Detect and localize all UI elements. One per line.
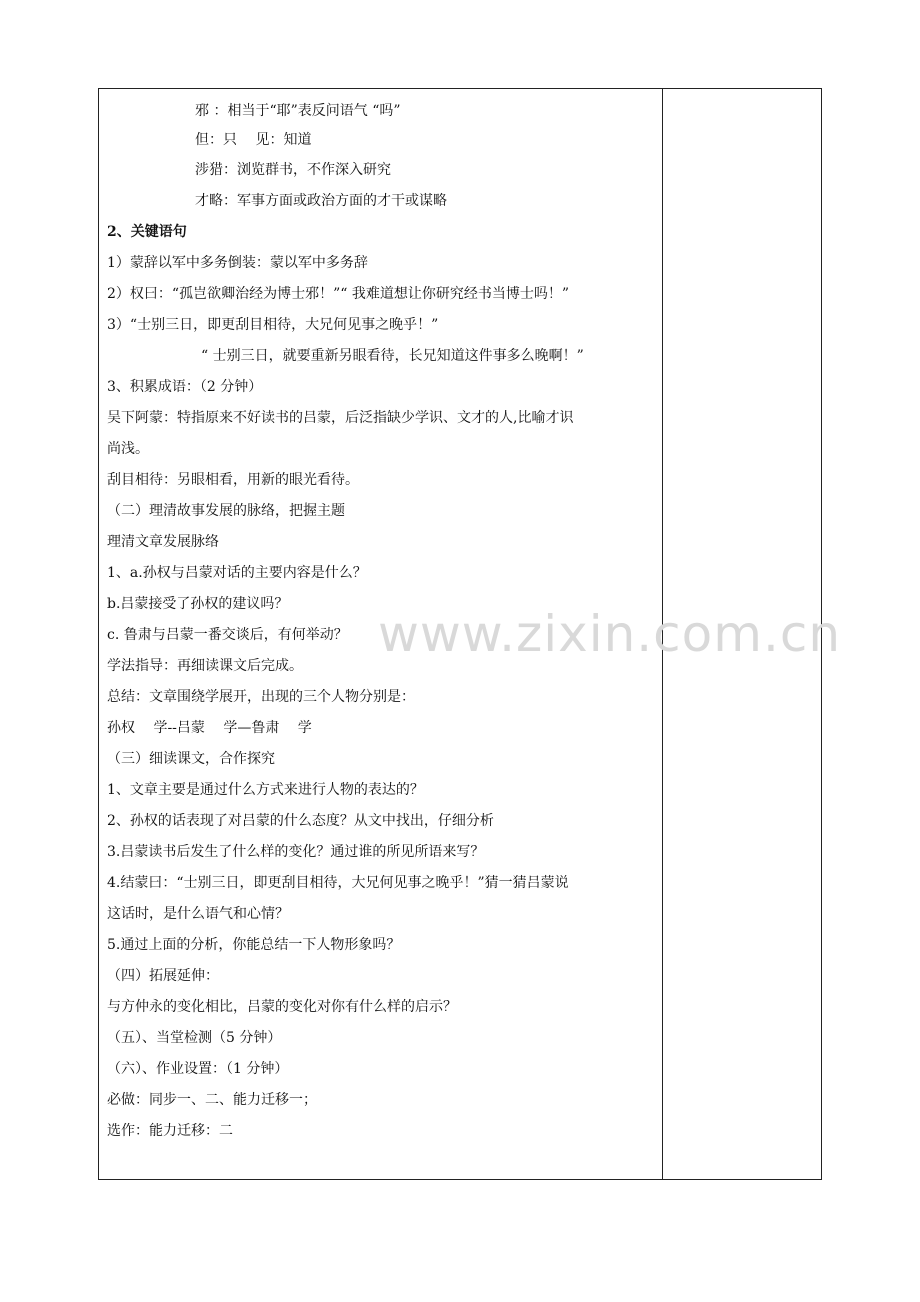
text-line: 1）蒙辞以军中多务倒装：蒙以军中多务辞 xyxy=(107,255,368,271)
text-line: 必做：同步一、二、能力迁移一； xyxy=(107,1092,317,1108)
section-heading: （四）拓展延伸： xyxy=(107,968,219,984)
text-line: 3、积累成语：（2 分钟） xyxy=(107,379,263,395)
text-line: 选作：能力迁移：二 xyxy=(107,1123,233,1139)
text-line: 才略：军事方面或政治方面的才干或谋略 xyxy=(195,193,447,209)
text-line: 尚浅。 xyxy=(107,441,149,457)
text-line: 总结：文章围绕学展开，出现的三个人物分别是： xyxy=(107,689,415,705)
watermark: www.zixin.com.cn xyxy=(378,605,842,663)
section-heading: （三）细读课文，合作探究 xyxy=(107,751,275,767)
question-line: 这话时，是什么语气和心情？ xyxy=(107,906,289,922)
question-line: 1、文章主要是通过什么方式来进行人物的表达的？ xyxy=(107,782,424,798)
question-line: 2、孙权的话表现了对吕蒙的什么态度？从文中找出，仔细分析 xyxy=(107,813,494,829)
section-heading: （六）、作业设置：（1 分钟） xyxy=(107,1061,289,1077)
question-line: 4.结蒙曰：“士别三日，即更刮目相待，大兄何见事之晚乎！”猜一猜吕蒙说 xyxy=(107,875,569,891)
text-line: 学法指导：再细读课文后完成。 xyxy=(107,658,303,674)
question-line: 1、a.孙权与吕蒙对话的主要内容是什么？ xyxy=(107,565,367,581)
text-line: 理清文章发展脉络 xyxy=(107,534,219,550)
text-line: 与方仲永的变化相比，吕蒙的变化对你有什么样的启示？ xyxy=(107,999,457,1015)
text-line: 3）“士别三日，即更刮目相待，大兄何见事之晚乎！” xyxy=(107,317,439,333)
question-line: 5.通过上面的分析，你能总结一下人物形象吗？ xyxy=(107,937,401,953)
question-line: c. 鲁肃与吕蒙一番交谈后，有何举动？ xyxy=(107,627,348,643)
text-line: 刮目相待：另眼相看，用新的眼光看待。 xyxy=(107,472,359,488)
text-line: 涉猎：浏览群书，不作深入研究 xyxy=(195,162,391,178)
text-line: “ 士别三日，就要重新另眼看待，长兄知道这件事多么晚啊！” xyxy=(201,348,584,364)
question-line: 3.吕蒙读书后发生了什么样的变化？通过谁的所见所语来写？ xyxy=(107,844,485,860)
section-heading: （五）、当堂检测（5 分钟） xyxy=(107,1030,282,1046)
text-line: 邪 ：相当于“耶”表反问语气 “吗” xyxy=(195,103,401,119)
text-line: 2）权曰：“孤岂欲卿治经为博士邪！”“ 我难道想让你研究经书当博士吗！” xyxy=(107,286,569,302)
text-line: 孙权 学--吕蒙 学—鲁肃 学 xyxy=(107,720,312,736)
section-heading: 2、关键语句 xyxy=(107,224,187,240)
text-line: 但：只 见：知道 xyxy=(195,132,312,148)
text-line: 吴下阿蒙：特指原来不好读书的吕蒙，后泛指缺少学识、文才的人,比喻才识 xyxy=(107,410,574,426)
section-heading: （二）理清故事发展的脉络，把握主题 xyxy=(107,503,345,519)
question-line: b.吕蒙接受了孙权的建议吗？ xyxy=(107,596,289,612)
